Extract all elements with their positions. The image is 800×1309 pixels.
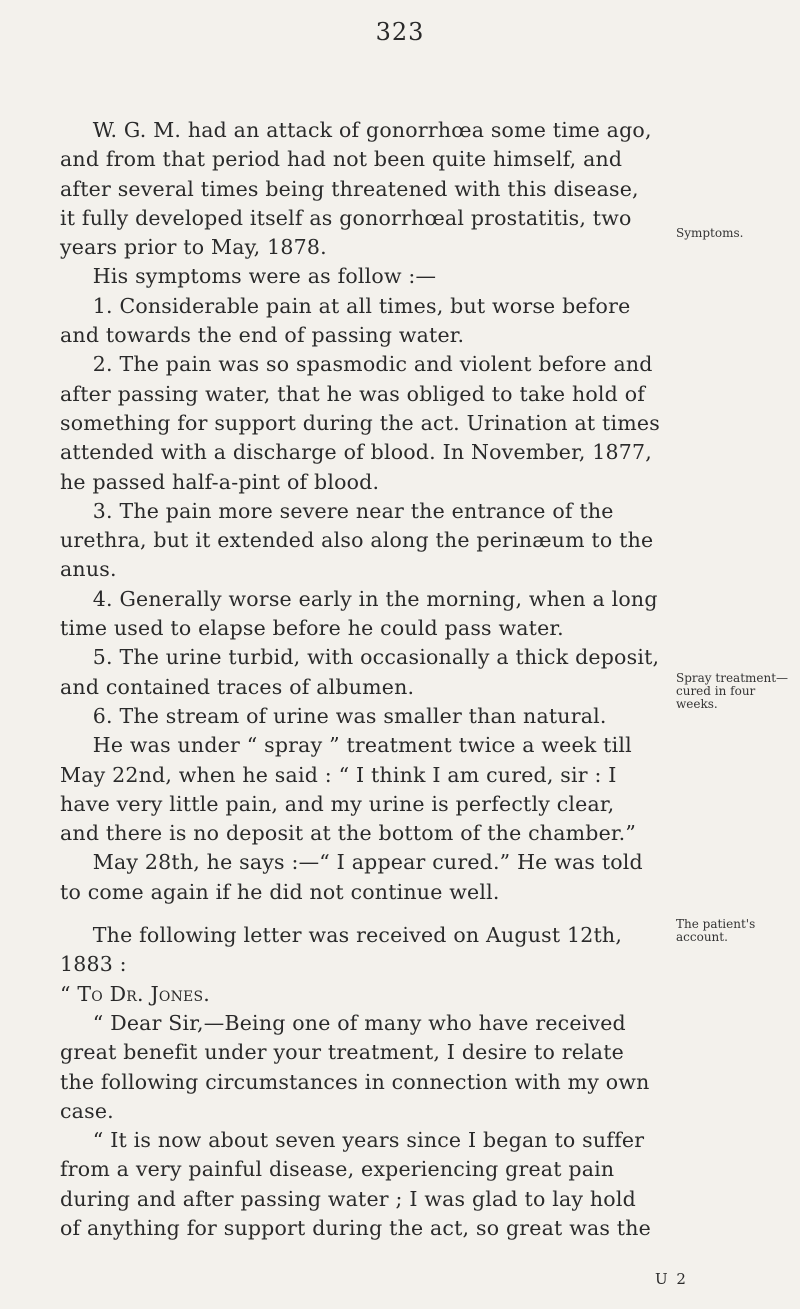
margin-note: Spray treatment—cured in four weeks. xyxy=(676,671,789,711)
paragraph: His symptoms were as follow :— xyxy=(92,264,437,289)
paragraph: May 28th, he says :—“ I appear cured.” He was told to come again if he did not continue well. xyxy=(60,850,643,904)
paragraph: W. G. M. had an attack of gonorrhœa some time ago, and from that period had not been quite himself, and after several times being threatened with this disease, it fully developed itself as gonorrhœal prostatitis, two years prior to May, 1878. xyxy=(60,118,652,260)
paragraph: 2. The pain was so spasmodic and violent before and after passing water, that he was obliged to take hold of something for support during the act. Urination at times attended with a discharge of blood. In November, 1877, he passed half-a-pint of blood. xyxy=(60,352,660,494)
paragraph: 6. The stream of urine was smaller than natural. xyxy=(92,703,607,728)
paragraph: The following letter was received on August 12th, 1883 : xyxy=(60,923,623,977)
paragraph: 1. Considerable pain at all times, but worse before and towards the end of passing water. xyxy=(60,293,631,348)
paragraph: 4. Generally worse early in the morning, when a long time used to elapse before he could pass water. xyxy=(60,586,658,641)
paragraph: 3. The pain more severe near the entrance of the urethra, but it extended also along the perinæum to the anus. xyxy=(60,498,654,582)
body-text xyxy=(60,116,660,1243)
paragraph: “ To Dr. Jones. xyxy=(60,981,210,1006)
margin-note: The patient's account. xyxy=(676,917,756,944)
paragraph: He was under “ spray ” treatment twice a week till May 22nd, when he said : “ I think I am cured, sir : I have very little pain, and my urine is perfectly clear, and there is no deposit at the bottom of the chamber.” xyxy=(60,733,637,846)
paragraph: 5. The urine turbid, with occasionally a thick deposit, and contained traces of albumen. xyxy=(60,645,660,699)
paragraph: “ It is now about seven years since I began to suffer from a very painful disease, experiencing great pain during and after passing water ; I was glad to lay hold of anything for support during the act, so great was the xyxy=(60,1128,651,1240)
margin-note: Symptoms. xyxy=(676,226,744,240)
page-number: 323 xyxy=(375,18,425,46)
signature-mark: U 2 xyxy=(655,1270,688,1288)
paragraph: “ Dear Sir,—Being one of many who have received great benefit under your treatment, I desire to relate the following circumstances in connection with my own case. xyxy=(60,1010,650,1123)
